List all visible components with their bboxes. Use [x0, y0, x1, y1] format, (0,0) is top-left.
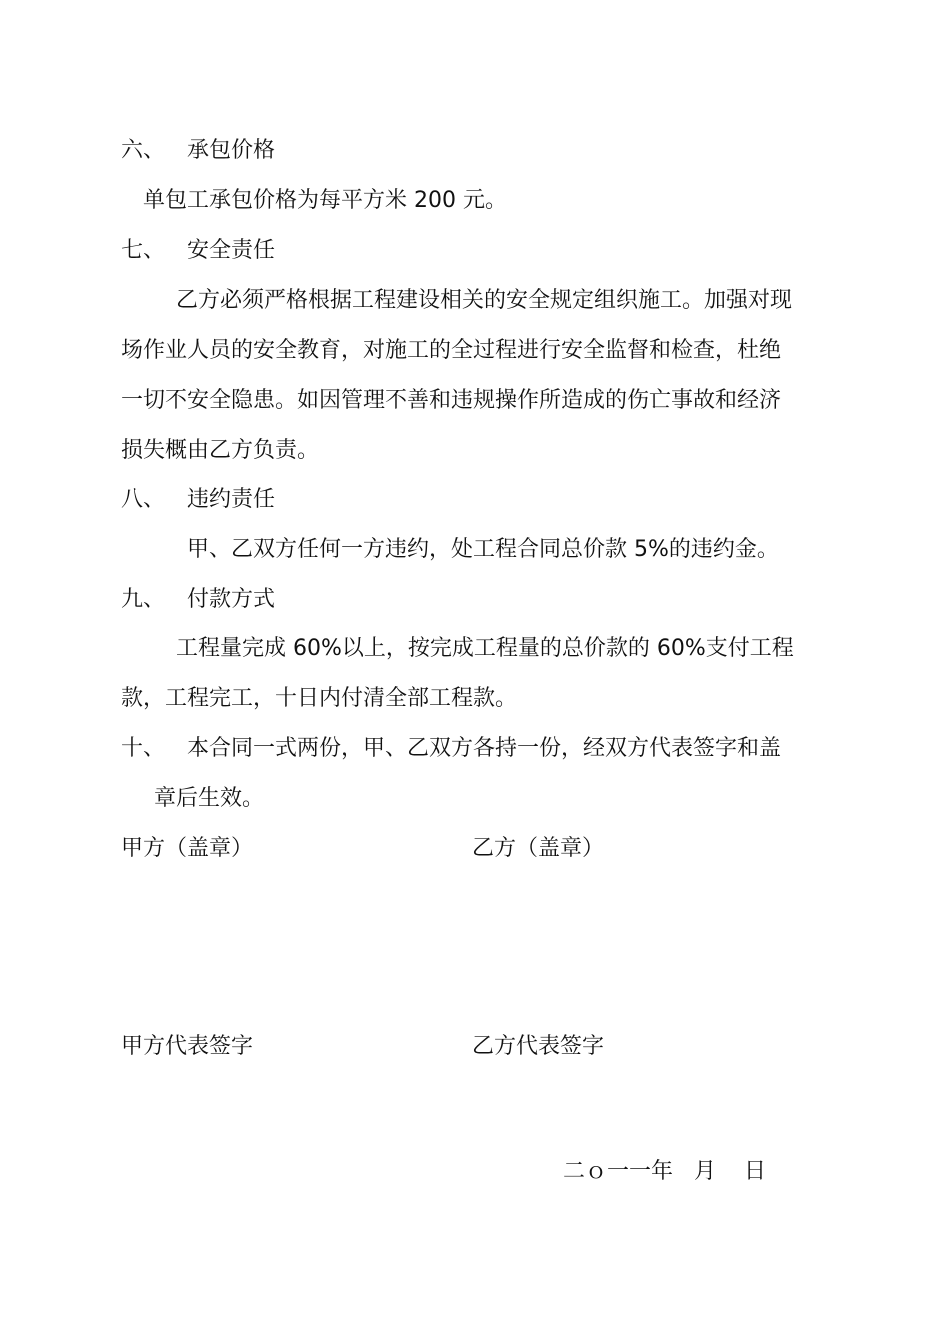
party-b-representative-label: 乙方代表签字	[472, 1034, 605, 1059]
section-8-number: 八、	[121, 487, 166, 512]
section-7-heading: 安全责任	[187, 238, 276, 263]
section-10-number: 十、	[121, 736, 166, 761]
party-b-seal-label: 乙方（盖章）	[472, 836, 605, 861]
section-9-paragraph-line: 款，工程完工，十日内付清全部工程款。	[121, 686, 518, 711]
section-10-heading: 本合同一式两份，甲、乙双方各持一份，经双方代表签字和盖	[187, 736, 782, 761]
section-7-number: 七、	[121, 238, 166, 263]
section-7-paragraph-line: 乙方必须严格根据工程建设相关的安全规定组织施工。加强对现	[176, 288, 793, 313]
party-a-seal-label: 甲方（盖章）	[121, 836, 254, 861]
date-line: 二ｏ一一年 月 日	[563, 1159, 766, 1184]
party-a-representative-label: 甲方代表签字	[121, 1034, 254, 1059]
section-10-paragraph-line: 章后生效。	[154, 786, 265, 811]
section-9-number: 九、	[121, 587, 166, 612]
section-9-paragraph-line: 工程量完成 60%以上，按完成工程量的总价款的 60%支付工程	[176, 636, 794, 661]
section-8-heading: 违约责任	[187, 487, 276, 512]
section-7-paragraph-line: 场作业人员的安全教育，对施工的全过程进行安全监督和检查，杜绝	[121, 338, 782, 363]
section-7-paragraph-line: 一切不安全隐患。如因管理不善和违规操作所造成的伤亡事故和经济	[121, 388, 782, 413]
section-6-heading: 承包价格	[187, 138, 276, 163]
section-9-heading: 付款方式	[187, 587, 276, 612]
section-7-paragraph-line: 损失概由乙方负责。	[121, 438, 320, 463]
section-6-number: 六、	[121, 138, 166, 163]
section-8-paragraph-line: 甲、乙双方任何一方违约，处工程合同总价款 5%的违约金。	[187, 537, 779, 562]
section-6-paragraph-line: 单包工承包价格为每平方米 200 元。	[143, 188, 507, 213]
